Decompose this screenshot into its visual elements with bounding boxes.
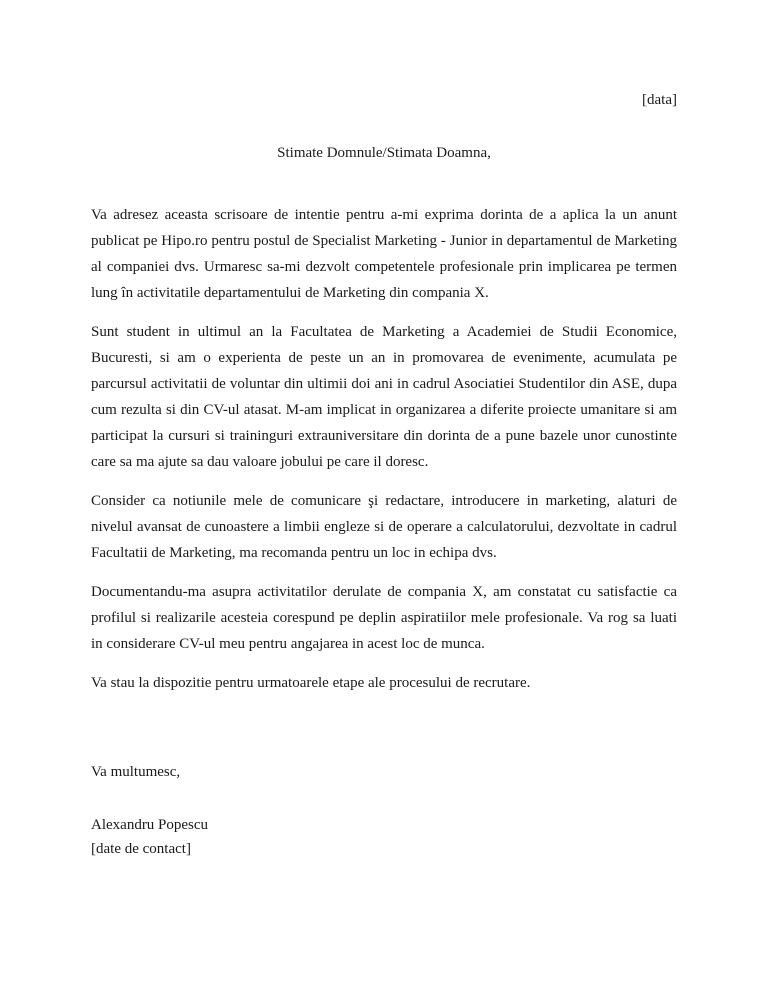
signature-name: Alexandru Popescu	[91, 817, 209, 833]
letter-date: [data]	[642, 92, 677, 108]
signature-block	[91, 813, 208, 861]
body-paragraph-skills: Consider ca notiunile mele de comunicare şi redactare, introducere in marketing, alaturi de nivelul avansat de cunoastere a limbii engleze si de operare a calculatorului, dezvoltate in cadrul Facultatii de Marketing, ma recomanda pentru un loc in echipa dvs.	[91, 493, 677, 561]
body-paragraph-company: Documentandu-ma asupra activitatilor derulate de compania X, am constatat cu satisfactie ca profilul si realizarile acesteia corespund pe deplin aspiratiilor mele profesionale. Va rog sa luati in considerare CV-ul meu pentru angajarea in acest loc de munca.	[91, 584, 677, 652]
contact-details: [date de contact]	[91, 841, 191, 857]
body-paragraph-intro: Va adresez aceasta scrisoare de intentie pentru a-mi exprima dorinta de a aplica la un anunt publicat pe Hipo.ro pentru postul de Specialist Marketing - Junior in departamentul de Marketing al companiei dvs. Urmaresc sa-mi dezvolt competentele profesionale prin implicarea pe termen lung în activitatile departamentului de Marketing din compania X.	[91, 207, 677, 301]
body-paragraph-availability: Va stau la dispozitie pentru urmatoarele etape ale procesului de recrutare.	[91, 675, 531, 691]
letter-closing: Va multumesc,	[91, 764, 181, 780]
letter-salutation: Stimate Domnule/Stimata Doamna,	[277, 145, 491, 161]
letter-body	[91, 202, 677, 709]
body-paragraph-experience: Sunt student in ultimul an la Facultatea de Marketing a Academiei de Studii Economice, Bucuresti, si am o experienta de peste un an in promovarea de evenimente, acumulata pe parcursul activitatii de voluntar din ultimii doi ani in cadrul Asociatiei Studentilor din ASE, dupa cum rezulta si din CV-ul atasat. M-am implicat in organizarea a diferite proiecte umanitare si am participat la cursuri si traininguri extrauniversitare din dorinta de a pune bazele unor cunostinte care sa ma ajute sa dau valoare jobului pe care il doresc.	[91, 324, 677, 470]
